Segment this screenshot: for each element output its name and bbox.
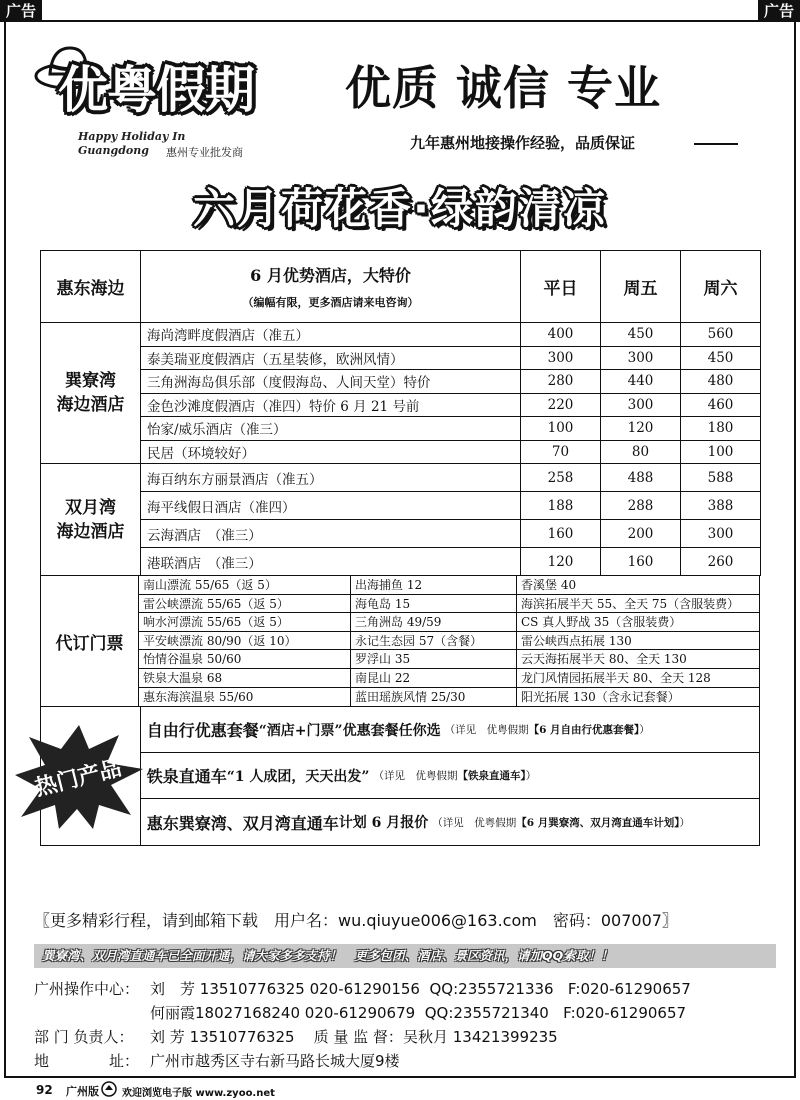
ticket-item: 罗浮山 35 [351, 650, 516, 669]
table-row [41, 393, 761, 417]
manager-label: 部 门 负责人： [34, 1028, 134, 1046]
publisher-site-text[interactable]: 欢迎浏览电子版 www.zyoo.net [122, 1088, 275, 1099]
table-title [141, 251, 521, 323]
logo-title: 优粤假期 [58, 61, 254, 119]
ticket-item: 龙门风情园拓展半天 80、全天 128 [517, 669, 759, 688]
saturday-header: 周六 [681, 251, 761, 323]
table-header-row [41, 251, 761, 323]
contact-fax: F:020-61290657 [567, 980, 691, 998]
hot-products-badge [15, 725, 143, 829]
price-weekday: 100 [521, 417, 601, 441]
price-weekday: 400 [521, 323, 601, 347]
table-title-text: 6 月优势酒店，大特价 [250, 266, 411, 285]
manager-name: 刘 芳 [150, 1028, 185, 1046]
logo-english-line2: Guangdong [78, 144, 149, 157]
price-saturday: 560 [681, 323, 761, 347]
hot-product-quote: 计划 6 月报价 [338, 815, 429, 832]
detail-prefix: （详见 优粤假期 [444, 724, 529, 737]
contact-mobile: 13510776325 [199, 980, 305, 998]
hot-product-quote: “1 人成团，天天出发” [226, 768, 370, 785]
price-weekday: 70 [521, 440, 601, 464]
hotel-name: 港联酒店 （准三） [141, 548, 521, 576]
price-weekday: 120 [521, 548, 601, 576]
qc-mobile: 13421399235 [452, 1028, 558, 1046]
banner-headline: 六月荷花香·绿韵清凉 [193, 184, 607, 233]
contact-name: 何丽霞 [150, 1004, 196, 1022]
qc-name: 吴秋月 [402, 1028, 448, 1046]
ticket-section-label: 代订门票 [41, 576, 139, 706]
section-label-line2: 海边酒店 [56, 521, 125, 542]
download-info: 〖更多精彩行程，请到邮箱下载 用户名：wu.qiuyue006@163.com 密码：007007〗 [34, 911, 678, 930]
price-saturday: 300 [681, 520, 761, 548]
ad-tag-right: 广告 [758, 0, 800, 22]
hot-product-detail [445, 722, 650, 737]
price-friday: 440 [601, 370, 681, 394]
ticket-item: 三角洲岛 49/59 [351, 613, 516, 632]
logo-english-line1: Happy Holiday In [78, 130, 186, 143]
contact-fax: F:020-61290657 [563, 1004, 687, 1022]
ticket-item: 香溪堡 40 [517, 576, 759, 595]
price-weekday: 188 [521, 492, 601, 520]
ticket-item: 海滨拓展半天 55、全天 75（含服装费） [517, 595, 759, 614]
price-friday: 450 [601, 323, 681, 347]
price-saturday: 180 [681, 417, 761, 441]
price-friday: 300 [601, 346, 681, 370]
contact-tel: 020-61290679 [304, 1004, 416, 1022]
table-note: （编幅有限，更多酒店请来电咨询） [242, 296, 419, 309]
ticket-item: 雷公峡西点拓展 130 [517, 632, 759, 651]
ticket-item: 海龟岛 15 [351, 595, 516, 614]
hot-product-row [141, 753, 759, 799]
price-friday: 300 [601, 393, 681, 417]
table-row [41, 370, 761, 394]
edition-label: 广州版 [66, 1085, 99, 1098]
hot-products-rows [141, 707, 759, 845]
contact-qq: QQ:2355721340 [424, 1004, 549, 1022]
ticket-column-3 [517, 576, 759, 706]
region-header: 惠东海边 [41, 251, 141, 323]
hotel-name: 海百纳东方丽景酒店（准五） [141, 464, 521, 492]
ticket-column-2 [351, 576, 517, 706]
contact-qq: QQ:2355721336 [429, 980, 554, 998]
ticket-item: 惠东海滨温泉 55/60 [143, 689, 254, 704]
price-friday: 80 [601, 440, 681, 464]
section-label [41, 323, 141, 464]
table-row [41, 323, 761, 347]
detail-bracket: 【6 月自由行优惠套餐】 [528, 724, 640, 737]
hot-product-detail [432, 815, 690, 830]
brand-logo [34, 38, 334, 168]
weekday-header: 平日 [521, 251, 601, 323]
price-friday: 288 [601, 492, 681, 520]
contact-row [34, 1002, 686, 1023]
ticket-item: 雷公峡漂流 55/65（返 5） [139, 595, 350, 614]
section-label-line2: 海边酒店 [56, 395, 125, 415]
address-label: 地 址： [34, 1052, 140, 1070]
ticket-item: 云天海拓展半天 80、全天 130 [517, 650, 759, 669]
ticket-item: CS 真人野战 35（含服装费） [517, 613, 759, 632]
hot-product-detail [373, 768, 536, 783]
ticket-item: 阳光拓展 130（含永记套餐） [521, 689, 680, 704]
detail-suffix: ） [525, 770, 537, 783]
price-friday: 120 [601, 417, 681, 441]
hot-products-section [32, 707, 760, 846]
contact-label: 广州操作中心： [34, 980, 140, 998]
hot-products-label-cell [32, 707, 141, 845]
hot-product-quote: “酒店+门票”优惠套餐任你选 [258, 722, 441, 739]
table-row [41, 492, 761, 520]
hotel-name: 泰美瑞亚度假酒店（五星装修，欧洲风情） [141, 346, 521, 370]
ticket-section [40, 576, 760, 707]
price-friday: 160 [601, 548, 681, 576]
hotel-name: 三角洲海岛俱乐部（度假海岛、人间天堂）特价 [141, 370, 521, 394]
table-row [41, 417, 761, 441]
detail-prefix: （详见 优粤假期 [432, 816, 517, 829]
friday-header: 周五 [601, 251, 681, 323]
price-friday: 200 [601, 520, 681, 548]
manager-row [34, 1026, 558, 1047]
table-row [41, 520, 761, 548]
hot-product-name: 自由行优惠套餐 [146, 721, 259, 741]
detail-suffix: ） [639, 724, 650, 737]
hotel-name: 海平线假日酒店（准四） [141, 492, 521, 520]
address-value: 广州市越秀区寺右新马路长城大厦9楼 [150, 1052, 400, 1070]
tagline: 九年惠州地接操作经验，品质保证 [410, 134, 636, 152]
contact-tel: 020-61290156 [309, 980, 420, 998]
price-weekday: 280 [521, 370, 601, 394]
table-row [41, 346, 761, 370]
tagline-rule [694, 143, 738, 145]
hotel-name: 海尚湾畔度假酒店（准五） [141, 323, 521, 347]
price-weekday: 220 [521, 393, 601, 417]
hotel-name: 民居（环境较好） [141, 440, 521, 464]
section-label [41, 464, 141, 576]
detail-bracket: 【铁泉直通车】 [457, 770, 526, 783]
qc-label: 质 量 监 督： [313, 1028, 403, 1046]
hotel-name: 金色沙滩度假酒店（准四）特价 6 月 21 号前 [141, 393, 521, 417]
table-row [41, 464, 761, 492]
hotel-price-table [40, 250, 761, 576]
hot-product-row [141, 799, 759, 845]
ticket-item: 出海捕鱼 12 [351, 576, 516, 595]
address-row [34, 1050, 400, 1071]
page-number: 92 [36, 1083, 53, 1097]
hotel-name: 云海酒店 （准三） [141, 520, 521, 548]
detail-suffix: ） [679, 816, 690, 829]
price-saturday: 100 [681, 440, 761, 464]
ticket-item: 平安峡漂流 80/90（返 10） [139, 632, 350, 651]
hot-product-row [141, 707, 759, 753]
price-saturday: 450 [681, 346, 761, 370]
price-tables [32, 250, 760, 846]
slogan: 优质 诚信 专业 [345, 61, 662, 115]
ticket-item: 南昆山 22 [351, 669, 516, 688]
publisher-logo-icon [100, 1081, 118, 1097]
section-label-line1: 双月湾 [65, 497, 116, 518]
ticket-item: 蓝田瑶族风情 25/30 [355, 689, 466, 704]
price-weekday: 258 [521, 464, 601, 492]
price-weekday: 300 [521, 346, 601, 370]
table-row [41, 440, 761, 464]
price-saturday: 460 [681, 393, 761, 417]
detail-bracket: 【6 月巽寮湾、双月湾直通车计划】 [516, 816, 680, 829]
ticket-item: 永记生态园 57（含餐） [351, 632, 516, 651]
hot-product-name: 惠东巽寮湾、双月湾直通车 [146, 813, 339, 833]
price-saturday: 260 [681, 548, 761, 576]
price-friday: 488 [601, 464, 681, 492]
ticket-item: 响水河漂流 55/65（返 5） [139, 613, 350, 632]
hot-product-name: 铁泉直通车 [146, 767, 227, 787]
hot-products-badge-text: 热门产品 [32, 755, 125, 802]
price-weekday: 160 [521, 520, 601, 548]
table-row [41, 548, 761, 576]
price-saturday: 588 [681, 464, 761, 492]
manager-mobile: 13510776325 [189, 1028, 295, 1046]
hotel-name: 怡家/威乐酒店（准三） [141, 417, 521, 441]
logo-subtitle: 惠州专业批发商 [166, 146, 243, 159]
price-saturday: 480 [681, 370, 761, 394]
ticket-item: 怡情谷温泉 50/60 [139, 650, 350, 669]
notice-bar: 巽寮湾、双月湾直通车已全面开通，请大家多多支持！ 更多包团、酒店、景区资讯，请加QQ索取！！ [34, 944, 776, 968]
contact-row [34, 978, 691, 999]
contact-mobile: 18027168240 [195, 1004, 300, 1022]
section-label-line1: 巽寮湾 [65, 371, 116, 391]
detail-prefix: （详见 优粤假期 [373, 770, 458, 783]
ad-tag-left: 广告 [0, 0, 42, 22]
ticket-item: 南山漂流 55/65（返 5） [139, 576, 350, 595]
ticket-column-1 [139, 576, 351, 706]
price-saturday: 388 [681, 492, 761, 520]
ticket-item: 铁泉大温泉 68 [139, 669, 350, 688]
ticket-columns [139, 576, 759, 706]
contact-name: 刘 芳 [150, 980, 196, 998]
